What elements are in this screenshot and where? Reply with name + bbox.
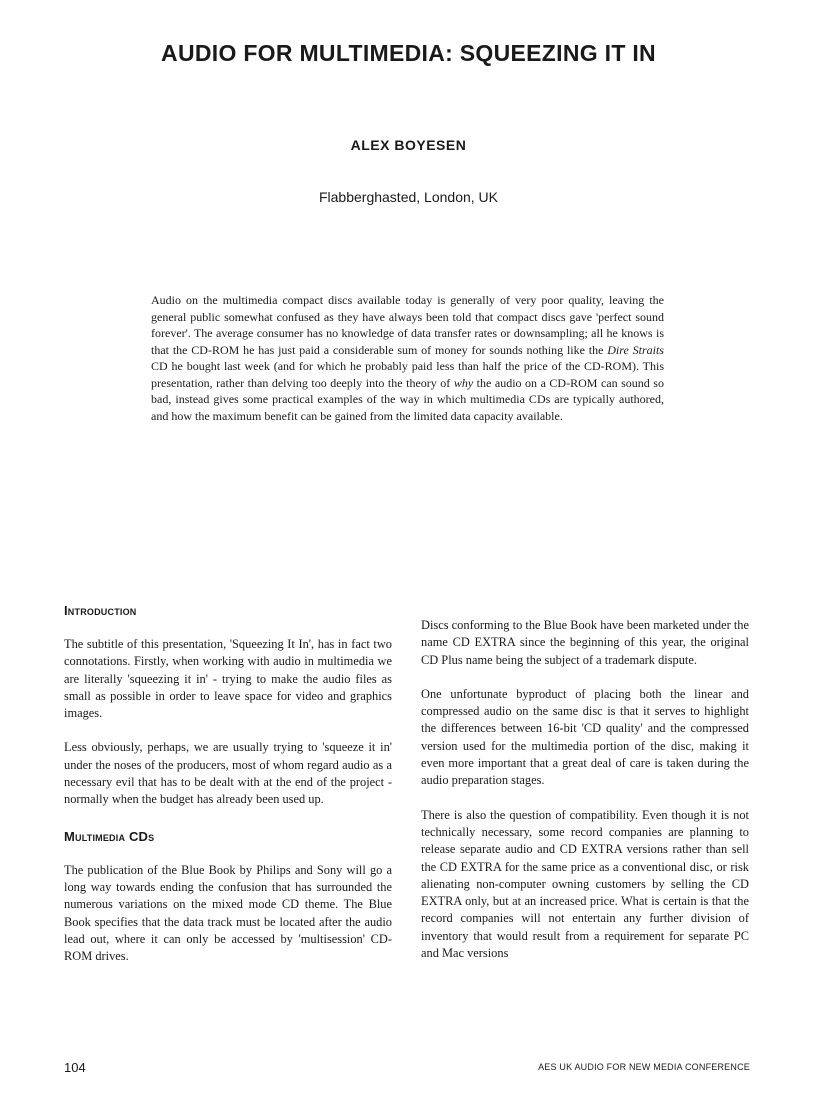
intro-paragraph-2: Less obviously, perhaps, we are usually trying to 'squeeze it in' under the noses of the producers, most of whom regard audio as a necessary evil that has to be dealt with at the end of the project - normally when the budget has already been used up. <box>64 740 392 807</box>
conference-footer: AES UK AUDIO FOR NEW MEDIA CONFERENCE <box>538 1062 750 1072</box>
abstract-italic-why: why <box>453 375 474 390</box>
right-paragraph-1: Discs conforming to the Blue Book have been marketed under the name CD EXTRA since the beginning of this year, the original CD Plus name being the subject of a trademark dispute. <box>421 618 749 667</box>
author-name: ALEX BOYESEN <box>350 137 467 153</box>
page-number: 104 <box>64 1060 86 1075</box>
right-paragraph-2: One unfortunate byproduct of placing both the linear and compressed audio on the same disc is that it serves to highlight the differences between 16-bit 'CD quality' and the compressed version used for the multimedia portion of the disc, making it even more important that a great deal of care is taken during the audio preparation stages. <box>421 686 749 788</box>
abstract-text-3: the audio on a CD-ROM can sound so bad, instead gives some practical examples of the way in which multimedia CDs are typically authored, and how the maximum benefit can be gained from the limited data capacity available. <box>151 375 664 423</box>
heading-introduction: Introduction <box>64 603 137 618</box>
paper-title: AUDIO FOR MULTIMEDIA: SQUEEZING IT IN <box>161 40 656 66</box>
abstract-italic-dire-straits: Dire Straits <box>607 342 664 357</box>
author-affiliation: Flabberghasted, London, UK <box>318 189 498 205</box>
multimedia-paragraph-1: The publication of the Blue Book by Philips and Sony will go a long way towards ending the confusion that has surrounded the numerous variations on the mixed mode CD theme. The Blue Book specifies that the data track must be located after the audio lead out, where it can only be accessed by 'multisession' CD-ROM drives. <box>64 862 392 964</box>
right-column <box>421 617 749 979</box>
abstract-text-2: CD he bought last week (and for which he probably paid less than half the price of the CD-ROM). This presentation, rather than delving too deeply into the theory of <box>151 359 664 390</box>
abstract-text-1: Audio on the multimedia compact discs available today is generally of very poor quality, leaving the general public somewhat confused as they have always been told that compact discs gave 'perfect sound forever'. The average consumer has no knowledge of data transfer rates or downsampling; all he knows is that the CD-ROM he has just paid a considerable sum of money for sounds nothing like the <box>151 293 664 357</box>
abstract <box>151 292 664 424</box>
left-column <box>64 603 392 982</box>
intro-paragraph-1: The subtitle of this presentation, 'Squeezing It In', has in fact two connotations. Firstly, when working with audio in multimedia we are literally 'squeezing it in' - trying to make the audio files as small as possible in order to leave space for video and graphics images. <box>64 637 392 721</box>
right-paragraph-3: There is also the question of compatibility. Even though it is not technically necessary, some record companies are planning to release separate audio and CD EXTRA versions rather than sell the CD EXTRA for the same price as a conventional disc, or risk alienating non-computer owning customers by selling the CD EXTRA only, but at an increased price. What is certain is that the record companies will not entertain any further division of inventory that would result from a requirement for separate PC and Mac versions <box>421 807 749 961</box>
heading-multimedia-cds: Multimedia CDs <box>64 828 155 844</box>
